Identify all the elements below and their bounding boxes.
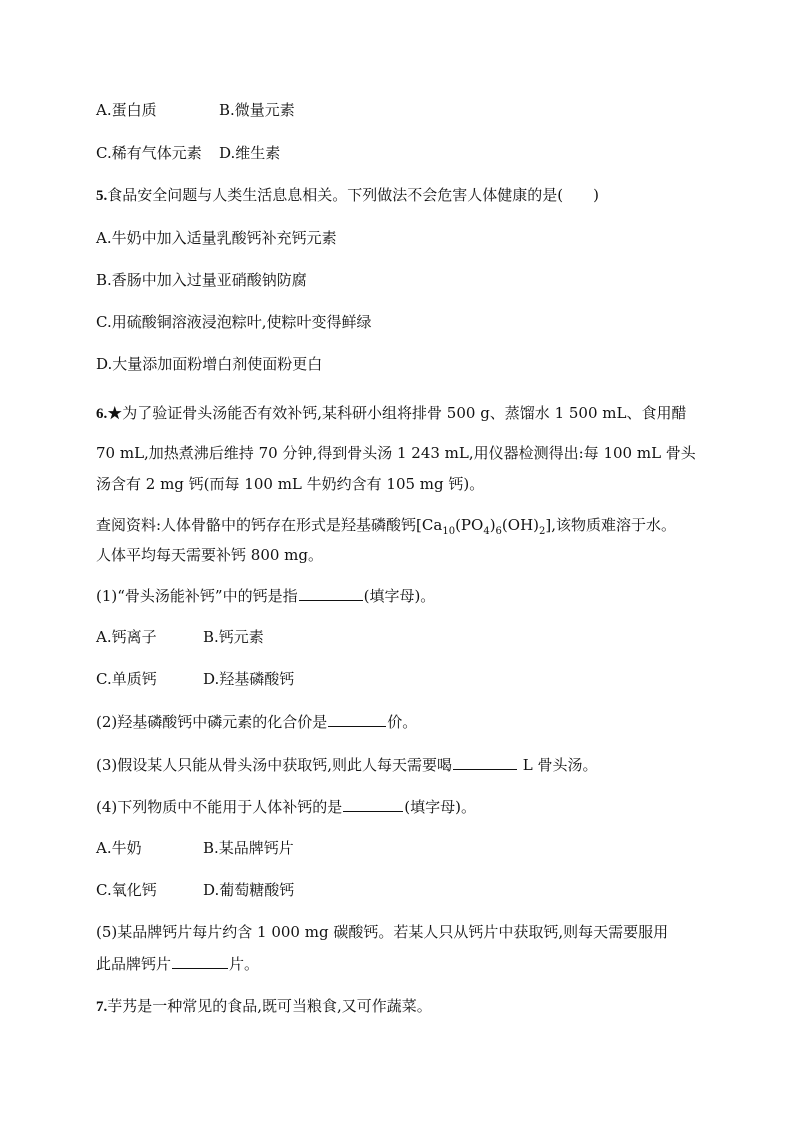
q6-part-3 [96,754,598,775]
q6-part-4 [96,796,476,817]
q6-part-1-option-b: B.钙元素 [203,628,264,646]
q6-part-1 [96,585,435,606]
q5-option-d: D.大量添加面粉增白剂使面粉更白 [96,355,323,373]
q6-part-5-suffix: 片。 [229,955,260,973]
answer-blank-2[interactable] [328,711,386,727]
q6-part-1-suffix: (填字母)。 [363,587,436,605]
q6-part-1-option-d: D.羟基磷酸钙 [203,670,295,688]
q6-part-1-option-c: C.单质钙 [96,670,157,688]
q4-option-b: B.微量元素 [219,101,295,119]
answer-blank-4[interactable] [343,796,403,812]
q6-info-line-1 [96,515,676,535]
q6-part-2-text: (2)羟基磷酸钙中磷元素的化合价是 [96,713,328,731]
info-text-1: 查阅资料:人体骨骼中的钙存在形式是羟基磷酸钙[Ca [96,516,443,534]
answer-blank-5[interactable] [172,953,228,969]
q6-stem-line-3: 汤含有 2 mg 钙(而每 100 mL 牛奶约含有 105 mg 钙)。 [96,475,485,493]
q6-part-4-option-b: B.某品牌钙片 [203,839,294,857]
q5-number: 5. [96,188,108,204]
q6-part-5-line-1: (5)某品牌钙片每片约含 1 000 mg 碳酸钙。若某人只从钙片中获取钙,则每天需要服用 [96,923,669,941]
q5-stem-close: ) [593,186,599,204]
subscript-2: 2 [539,526,546,537]
q4-option-a: A.蛋白质 [96,101,157,119]
q6-part-4-option-d: D.葡萄糖酸钙 [203,881,295,899]
answer-blank-1[interactable] [299,585,363,601]
info-text-4: (OH) [501,516,540,534]
q6-part-4-text: (4)下列物质中不能用于人体补钙的是 [96,798,343,816]
q6-part-3-suffix: L 骨头汤。 [518,756,598,774]
q6-part-5-line-2 [96,953,259,974]
q6-stem-line-2: 70 mL,加热煮沸后维持 70 分钟,得到骨头汤 1 243 mL,用仪器检测得出:每 100 mL 骨头 [96,444,696,462]
subscript-6: 6 [495,526,502,537]
q4-option-d: D.维生素 [219,144,281,162]
q6-info-line-2: 人体平均每天需要补钙 800 mg。 [96,546,323,564]
q7-number: 7. [96,999,108,1015]
q6-part-5-text: 此品牌钙片 [96,955,172,973]
q6-part-1-option-a: A.钙离子 [96,628,157,646]
q4-option-row-2 [96,143,202,163]
q6-number: 6. [96,406,108,422]
q5-option-c: C.用硫酸铜溶液浸泡粽叶,使粽叶变得鲜绿 [96,313,372,331]
q6-stem-line-1 [96,403,686,424]
q7-stem-text: 芋艿是一种常见的食品,既可当粮食,又可作蔬菜。 [107,997,432,1015]
q6-part-2 [96,711,417,732]
q6-part-3-text: (3)假设某人只能从骨头汤中获取钙,则此人每天需要喝 [96,756,453,774]
q7-stem [96,996,432,1017]
info-text-3: ) [489,516,496,534]
q5-stem [96,185,599,206]
q6-line1-text: 为了验证骨头汤能否有效补钙,某科研小组将排骨 500 g、蒸馏水 1 500 mL、食用醋 [122,404,687,422]
q5-option-b: B.香肠中加入过量亚硝酸钠防腐 [96,271,307,289]
q4-option-row-1 [96,100,157,120]
star-icon: ★ [107,404,123,422]
q5-option-a: A.牛奶中加入适量乳酸钙补充钙元素 [96,229,337,247]
q6-part-2-suffix: 价。 [387,713,418,731]
q6-part-4-option-c: C.氧化钙 [96,881,157,899]
q6-part-1-text: (1)“骨头汤能补钙”中的钙是指 [96,587,298,605]
subscript-10: 10 [442,526,456,537]
q4-option-c: C.稀有气体元素 [96,144,202,162]
q6-part-4-option-a: A.牛奶 [96,839,142,857]
q6-part-4-suffix: (填字母)。 [404,798,476,816]
subscript-4: 4 [483,526,490,537]
info-text-2: (PO [455,516,484,534]
answer-blank-3[interactable] [453,754,517,770]
info-text-5: ],该物质难溶于水。 [545,516,677,534]
q5-stem-text: 食品安全问题与人类生活息息相关。下列做法不会危害人体健康的是( [107,186,564,204]
